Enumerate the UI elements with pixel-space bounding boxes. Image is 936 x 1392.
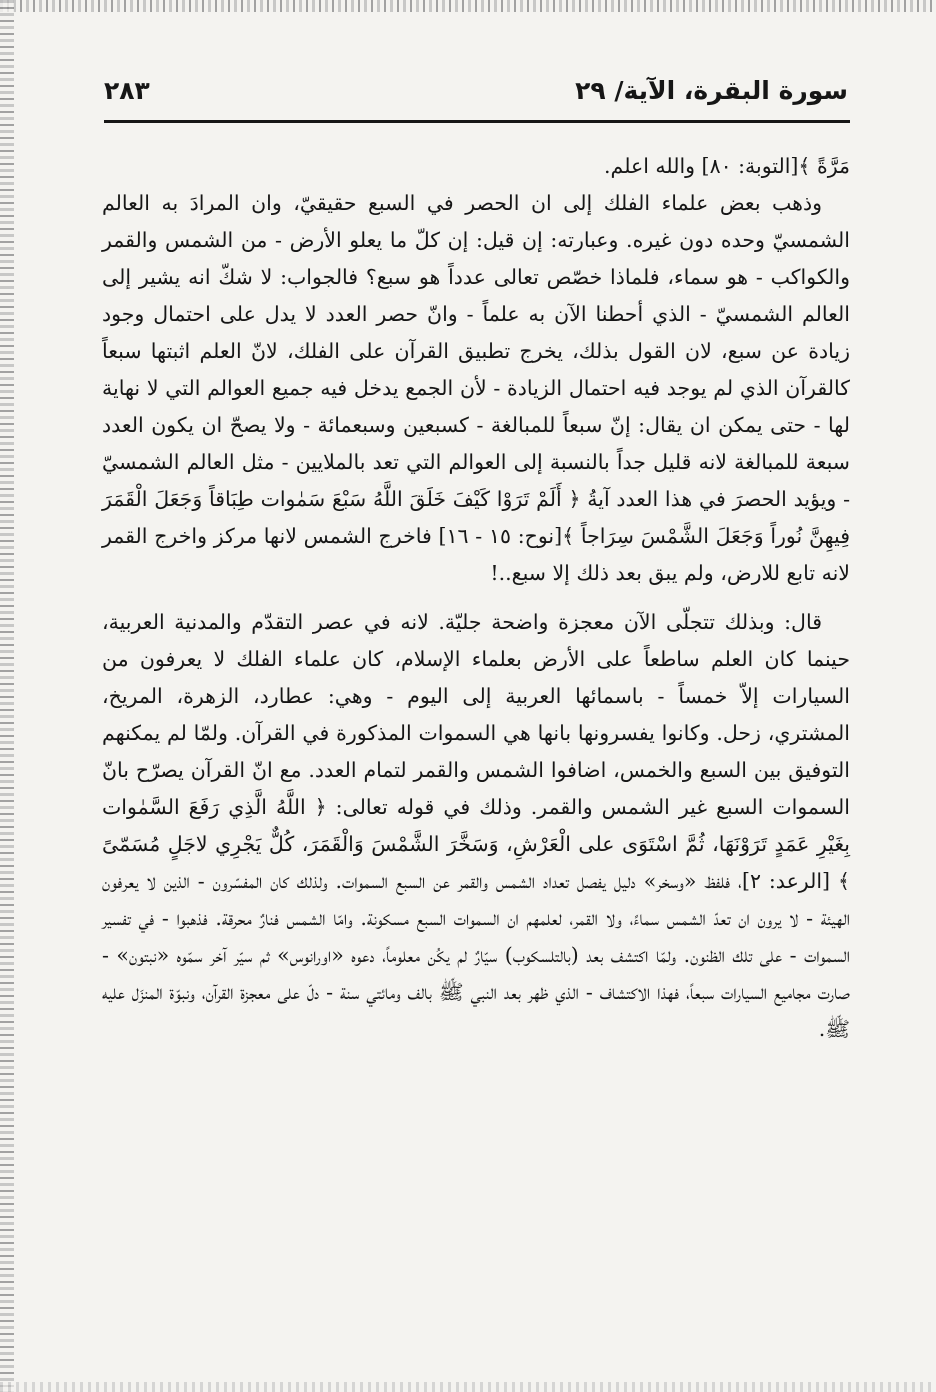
header-divider [104,120,850,123]
paragraph-astronomers-view: وذهب بعض علماء الفلك إلى ان الحصر في السبع حقيقيّ، وان المرادَ به العالم الشمسيّ وحده دون غيره. وعبارته: إن قيل: إن كلّ ما يعلو الأرض - من الشمس والقمر والكواكب - هو سماء، فلماذا خصّص تعالى عدداً هو سبع؟ فالجواب: لا شكّ انه يشير إلى العالم الشمسيّ - الذي أحطنا الآن به علماً - وانّ حصر العدد لا يدل على احتمال وجود زيادة عن سبع، لان القول بذلك، يخرج تطبيق القرآن على الفلك، لانّ العلم اثبتها سبعاً كالقرآن الذي لم يوجد فيه احتمال الزيادة - لأن الجمع يدخل فيه جميع العوالم التي لا نهاية لها - حتى يمكن ان يقال: إنّ سبعاً للمبالغة - كسبعين وسبعمائة - ولا يصحّ ان يكون العدد سبعة للمبالغة لانه قليل جداً بالنسبة إلى العوالم التي تعد بالملايين - مثل العالم الشمسيّ - ويؤيد الحصرَ في هذا العدد آيةُ ﴿ أَلَمْ تَرَوْا كَيْفَ خَلَقَ اللَّهُ سَبْعَ سَمٰوات طِبَاقاً وَجَعَلَ الْقَمَرَ فِيهِنَّ نُوراً وَجَعَلَ الشَّمْسَ سِرَاجاً ﴾[نوح: ١٥ - ١٦] فاخرج الشمس لانها مركز واخرج القمر لانه تابع للارض، ولم يبق بعد ذلك إلا سبع..! [102,191,850,585]
running-title: سورة البقرة، الآية/ ٢٩ [575,76,848,105]
page-number: ٢٨٣ [104,76,150,105]
decorative-bottom-border [0,1382,936,1392]
page-header [104,70,848,116]
paragraph-continuation: مَرَّةً ﴾[التوبة: ٨٠] والله اعلم. [604,154,850,178]
paragraph-quran-miracle: قال: وبذلك تتجلّى الآن معجزة واضحة جليّة. لانه في عصر التقدّم والمدنية العربية، حينما كان العلم ساطعاً على الأرض بعلماء الإسلام، كان علماء الفلك لا يعرفون من السيارات إلاّ خمساً - باسمائها العربية إلى اليوم - وهي: عطارد، الزهرة، المريخ، المشتري، زحل. وكانوا يفسرونها بانها هي السموات المذكورة في القرآن. ولمّا لم يمكنهم التوفيق بين السبع والخمس، اضافوا الشمس والقمر لتمام العدد. مع انّ القرآن يصرّح بانّ السموات السبع غير الشمس والقمر. وذلك في قوله تعالى: ﴿ اللَّهُ الَّذِي رَفَعَ السَّمٰوات بِغَيْرِ عَمَدٍ تَرَوْنَهَا، ثُمَّ اسْتَوَى على الْعَرْشِ، وَسَخَّرَ الشَّمْسَ وَالْقَمَرَ، كُلٌّ يَجْرِي لاجَلٍ مُسَمّىً ﴾ [الرعد: ٢]، فلفظ «وسخر» دليل يفصل تعداد الشمس والقمر عن السبع السموات. ولذلك كان المفسّرون - الذين لا يعرفون الهيئة - لا يرون ان تعدّ الشمس سماءً، ولا القمر، لعلمهم ان السموات السبع مسكونة. وامّا الشمس فنارٌ محرقة. فذهبوا - في تفسير السموات - على تلك الظنون. ولمّا اكتشف بعد (بالتلسكوب) سيّارٌ لم يكُن معلوماً، دعوه «اورانوس» ثم سيّر آخر سمّوه «نبتون» - صارت مجاميع السيارات سبعاً، فهذا الاكتشاف - الذي ظهر بعد النبي ﷺ بالف ومائتي سنة - دلّ على معجزة القرآن، ونبوّة المنزَل عليه ﷺ. [102,610,850,1041]
decorative-top-border [0,0,936,12]
page-body [102,148,850,1048]
decorative-left-border [0,0,14,1392]
